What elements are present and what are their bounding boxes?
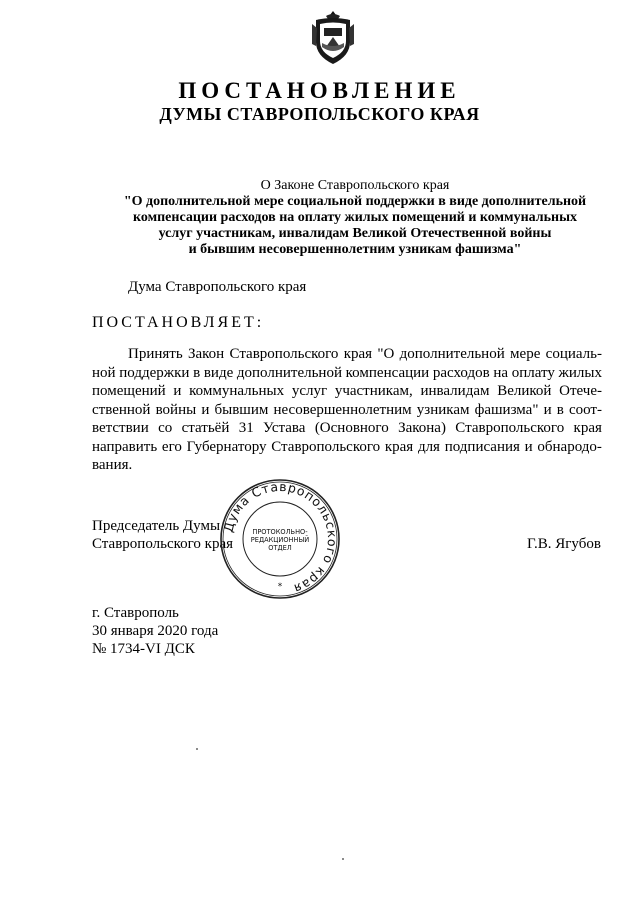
law-title-line: и бывшим несовершеннолетним узникам фашизма" [188,242,522,257]
paragraph-line [92,419,602,438]
paragraph-line [92,438,602,457]
paragraph-word: Ставропольского [271,438,381,455]
paragraph-word: на [493,364,509,381]
signer-position-line: Председатель Думы [92,518,221,534]
paragraph-word: войны [155,401,197,418]
city: г. Ставрополь [92,605,179,621]
duma-name: Дума Ставропольского края [128,279,307,295]
paragraph-word: жилых [558,364,602,381]
document-subtitle: ДУМЫ СТАВРОПОЛЬСКОГО КРАЯ [159,104,480,124]
paragraph-word: его [161,438,182,455]
paragraph-word: оплату [511,364,555,381]
paragraph-word: участникам, [334,383,413,399]
decree-heading: ПОСТАНОВЛЯЕТ: [92,314,265,331]
place-date-number [92,604,218,658]
paragraph-word: поддержки [119,364,190,381]
document-title: ПОСТАНОВЛЕНИЕ [178,78,461,103]
paragraph-word: помещений [92,383,166,399]
paragraph-word: в [193,364,201,381]
paragraph-word: услуг [291,383,328,399]
document-date: 30 января 2020 года [92,623,219,639]
scan-speck [196,748,198,750]
decree-paragraph [92,345,602,475]
stamp-center-text: ПРОТОКОЛЬНО- [252,528,308,536]
paragraph-word: Ставропольского [229,346,339,362]
paragraph-line [92,364,602,383]
paragraph-word: ветствии [92,420,149,436]
paragraph-word: инвалидам [420,383,490,399]
signer-name: Г.В. Ягубов [527,536,601,552]
law-title-line: "О дополнительной мере социальной поддержки в виде дополнительной [123,194,587,209]
paragraph-word: Закон [187,346,225,362]
paragraph-word: компенсации [345,364,430,381]
paragraph-word: узникам [416,401,470,418]
paragraph-word: дополнительной [399,346,505,362]
paragraph-word: фашизма" [474,401,539,418]
paragraph-word: в [556,401,564,418]
paragraph-word: Губернатору [186,438,267,455]
paragraph-word: ственной [92,401,151,418]
paragraph-word: коммунальных [189,383,285,399]
paragraph-word: дополнительной [236,364,342,381]
paragraph-word: Отече- [559,383,602,399]
document-number: № 1734-VI ДСК [92,641,195,657]
paragraph-word: и [543,401,552,418]
paragraph-word: Великой [497,383,552,399]
signer-position-line: Ставропольского края [92,536,233,552]
paragraph-word: и [173,383,182,399]
paragraph-word: Ставропольского [455,420,565,436]
paragraph-word: Принять [128,346,183,362]
coat-of-arms-emblem [312,10,354,66]
paragraph-word: мере [510,346,541,362]
law-title-line: услуг участникам, инвалидам Великой Отечественной войны [158,226,552,241]
paragraph-word: и [201,401,210,418]
law-title [100,178,610,258]
paragraph-word: со [158,420,173,436]
paragraph-word: "О [377,346,395,362]
paragraph-word: несовершеннолетним [273,401,412,418]
stamp-star: * [277,582,283,592]
paragraph-word: подписания [444,438,520,455]
paragraph-line [92,401,602,420]
paragraph-line [92,345,602,364]
paragraph-word: края [573,420,602,436]
paragraph-word: бывшим [214,401,269,418]
paragraph-word: 31 [238,420,254,436]
paragraph-word: обнародо- [537,438,602,455]
scan-speck [342,858,344,860]
paragraph-word: и [524,438,533,455]
paragraph-word: для [417,438,440,455]
round-stamp [219,478,341,600]
paragraph-word: края [384,438,414,455]
paragraph-word: Закона) [398,420,446,436]
paragraph-word: Устава [263,420,306,436]
stamp-ring-text: Дума Ставропольского края [220,478,341,597]
stamp-center-text: ОТДЕЛ [268,544,292,552]
paragraph-line [92,456,602,475]
paragraph-word: (Основного [314,420,389,436]
paragraph-word: социаль- [545,346,602,362]
law-title-line: О Законе Ставропольского края [260,178,450,193]
paragraph-word: статьёй [181,420,230,436]
paragraph-word: ной [92,364,116,381]
paragraph-word: направить [92,438,158,455]
law-title-line: компенсации расходов на оплату жилых помещений и коммунальных [132,210,578,225]
paragraph-word: края [343,346,373,362]
paragraph-word: вания. [92,457,133,473]
paragraph-word: соот- [568,401,602,418]
paragraph-line [92,382,602,401]
paragraph-word: расходов [432,364,490,381]
paragraph-word: виде [203,364,234,381]
stamp-center-text: РЕДАКЦИОННЫЙ [250,536,310,544]
